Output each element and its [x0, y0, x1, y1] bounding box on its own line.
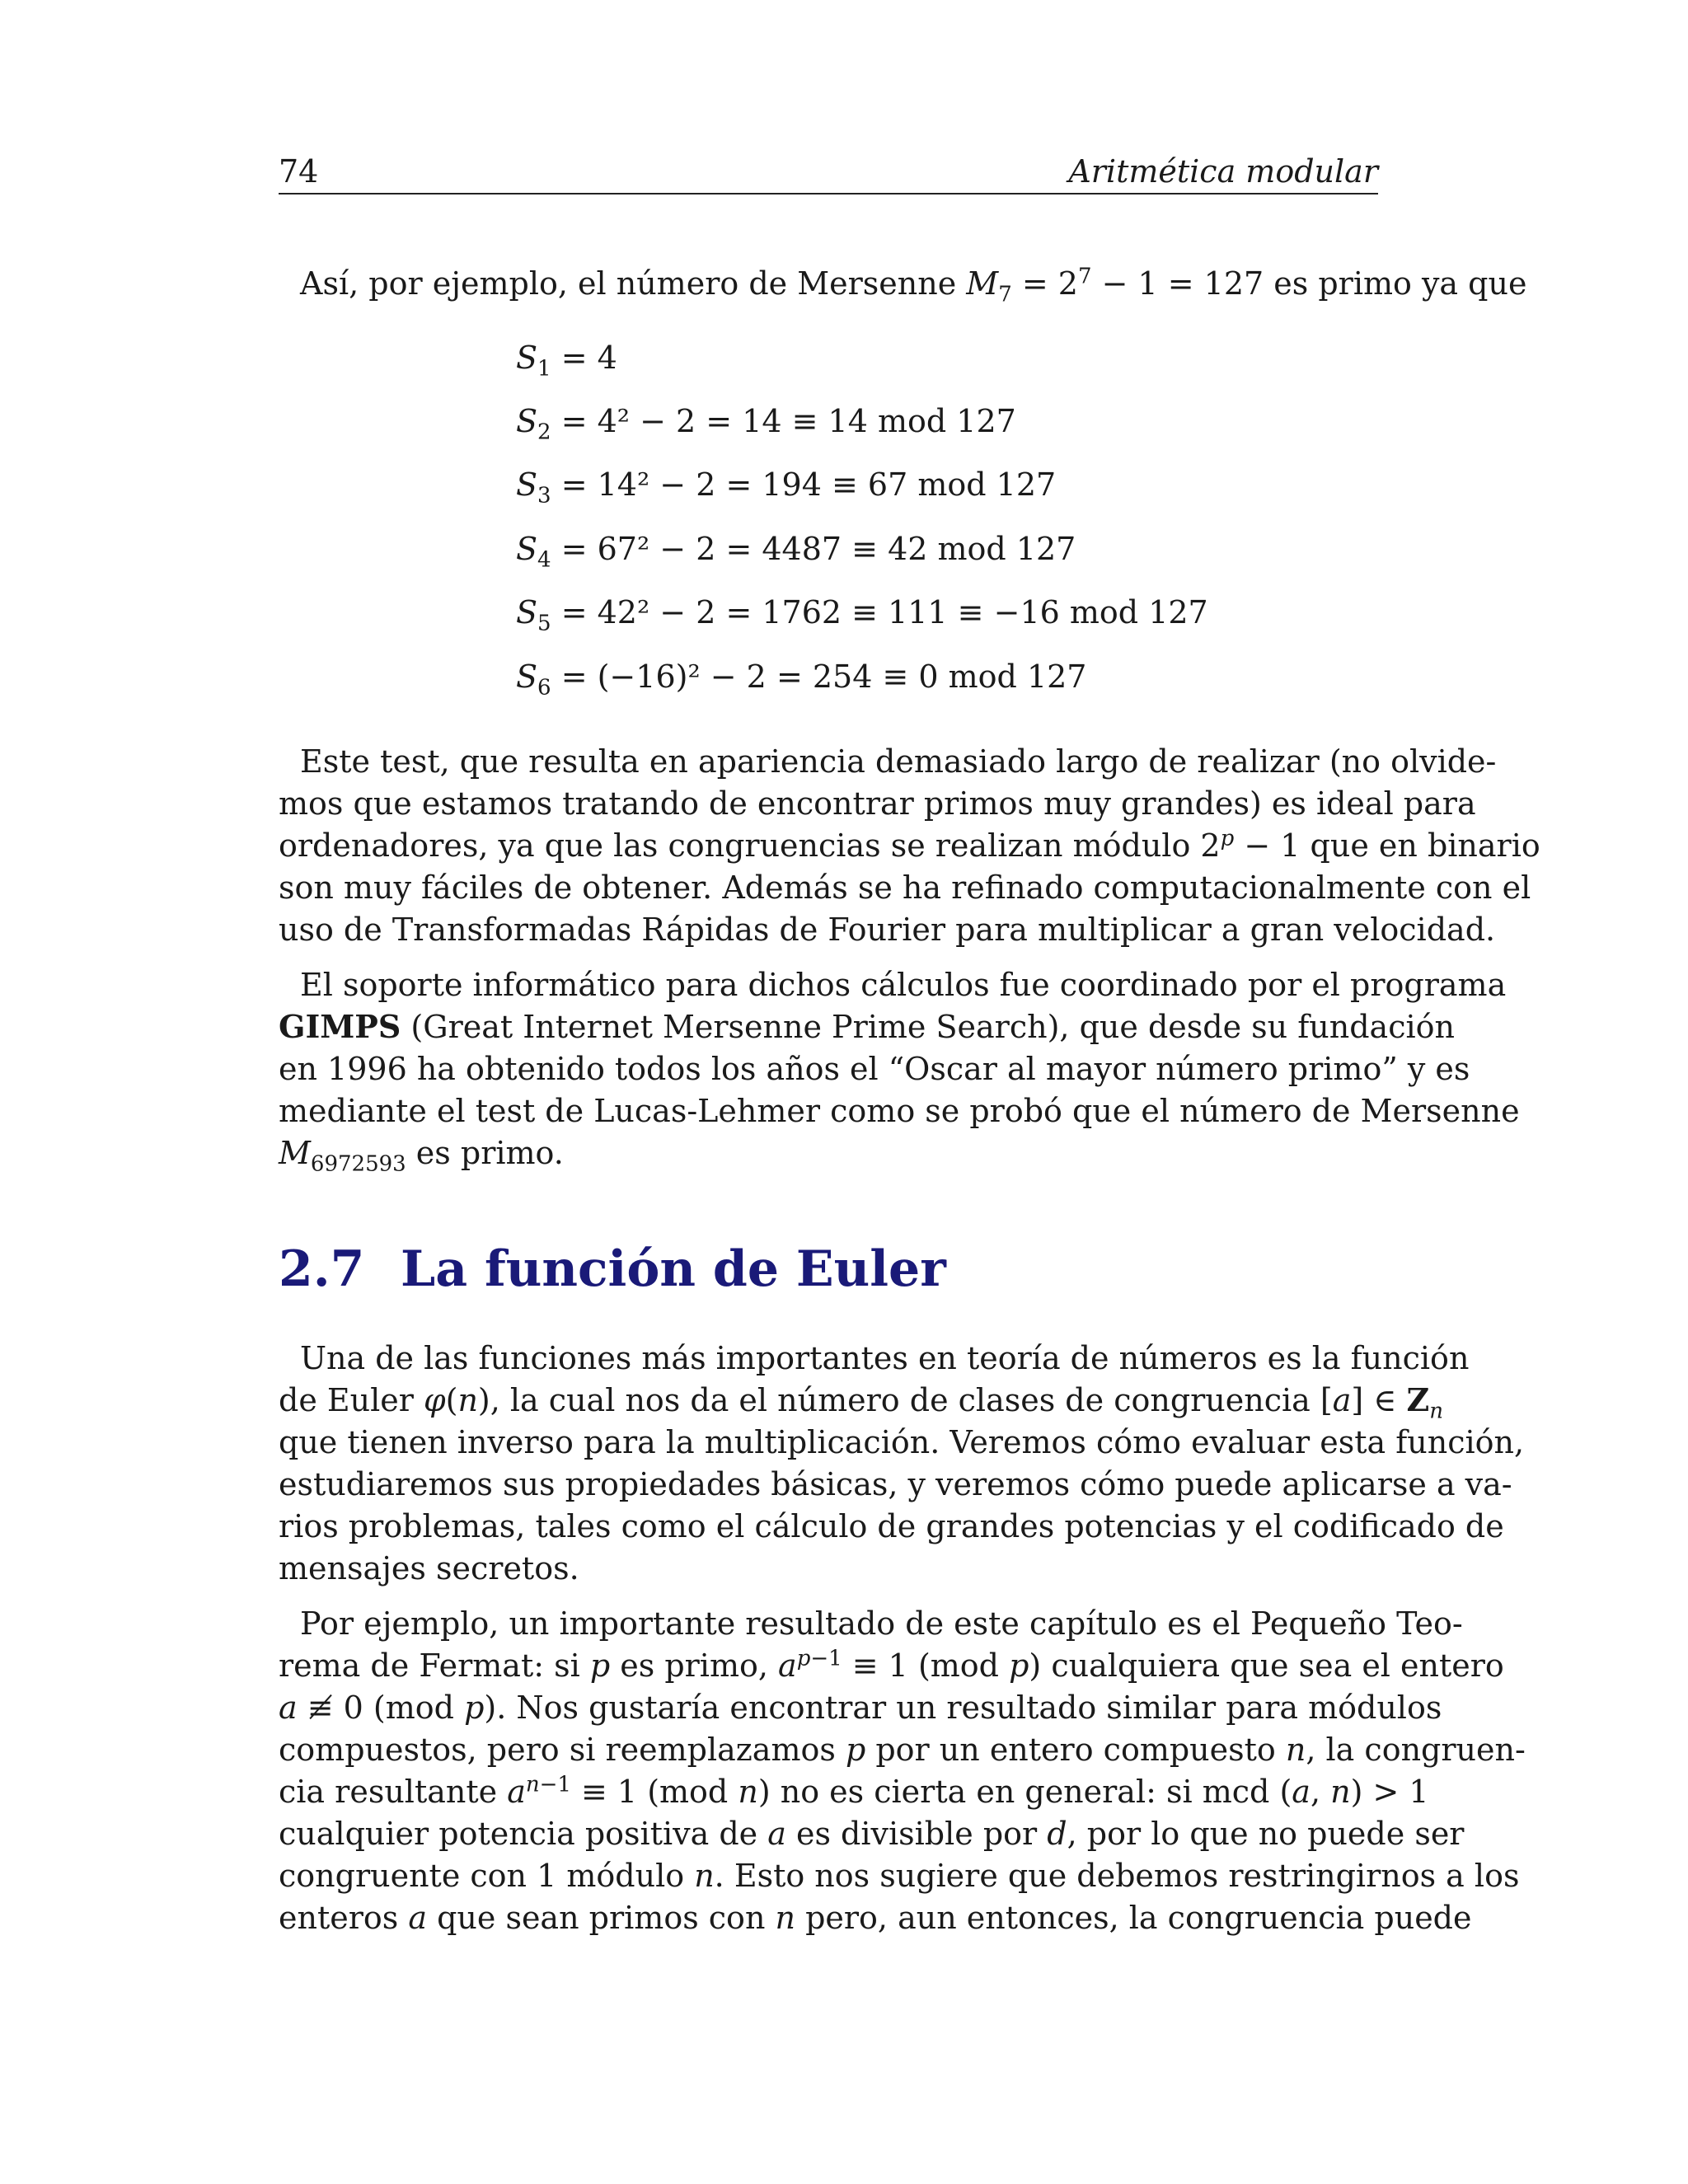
document-page: 74 Aritmética modular Así, por ejemplo, el número de Mersenne $M_7 = 2^7 - 1 = 127$ es primo ya que $S_1 = 4$ $S_2 = 4^2 - 2 = 14 \equiv 14$ mod 127 $S_3 = 14^2 - 2 = 194 \equiv 67$ mod 127 $S_4 = 67^2 - 2 = 4487 \equiv 42$ mod 127 $S_5 = 42^2 - 2 = 1762 \equiv 111 \equiv -16$ mod 127 $S_6 = (-16)^2 - 2 = 254 \equiv 0$ mod 127 Este test, que resulta en apariencia demasiado largo de realizar (no olvide- mos que estamos tratando de encontrar primos muy grandes) es ideal para ordenadores, ya que las congruencias se realizan módulo $2^p - 1$ que en binario son muy fáciles de obtener. Además se ha refinado computacionalmente con el uso de Transformadas Rápidas de Fourier para multiplicar a gran velocidad. El soporte informático para dichos cálculos fue coordinado por el programa GIMPS (Great Internet Mersenne Prime Search), que desde su fundación en 1996 ha obtenido todos los años el “Oscar al mayor número primo” y es mediante el test de Lucas-Lehmer como se probó que el número de Mersenne $M_{6972593}$ es primo. 2.7 La función de Euler Una de las funciones más importantes en teoría de números es la función de Euler φ(n), la cual nos da el número de clases de congruencia [a] ∈ $Z_n$ que tienen inverso para la multiplicación. Veremos cómo evaluar esta función, estudiaremos sus propiedades básicas, y veremos cómo puede aplicarse a va- rios problemas, tales como el cálculo de grandes potencias y el codificado de mensajes secretos. Por ejemplo, un importante resultado de este capítulo es el Pequeño Teo- rema de Fermat: si p es primo, $a^{p-1} \equiv 1$ (mod p) cualquiera que sea el entero a ≢ 0 (mod p). Nos gustaría encontrar un resultado similar para módulos compuestos, pero si reemplazamos p por un entero compuesto n, la congruen- cia resultante $a^{n-1} \equiv 1$ (mod n) no es cierta en general: si mcd (a, n) > 1 cualquier potencia positiva de a es divisible por d, por lo que no puede ser congruente con 1 módulo n. Esto nos sugiere que debemos restringirnos a los enteros a que sean primos con n pero, aun entonces, la congruencia puede	[279, 153, 1540, 1936]
section-number: 2.7	[279, 1240, 365, 1298]
intro-line: Así, por ejemplo, el número de Mersenne $M_7 = 2^7 - 1 = 127$ es primo ya que	[300, 264, 1527, 307]
equation-s4: $S_4 = 67^2 - 2 = 4487 \equiv 42$ mod 127	[516, 531, 1076, 573]
equation-s1: $S_1 = 4$	[516, 340, 617, 382]
section-heading	[279, 1240, 946, 1298]
page-header	[279, 153, 1378, 194]
equation-s5: $S_5 = 42^2 - 2 = 1762 \equiv 111 \equiv -16$ mod 127	[516, 594, 1208, 636]
running-title: Aritmética modular	[1068, 153, 1378, 190]
equation-s6: $S_6 = (-16)^2 - 2 = 254 \equiv 0$ mod 127	[516, 658, 1087, 701]
page-number: 74	[279, 153, 319, 190]
equation-s2: $S_2 = 4^2 - 2 = 14 \equiv 14$ mod 127	[516, 403, 1016, 445]
section-title: La función de Euler	[401, 1240, 946, 1298]
equation-s3: $S_3 = 14^2 - 2 = 194 \equiv 67$ mod 127	[516, 466, 1057, 509]
